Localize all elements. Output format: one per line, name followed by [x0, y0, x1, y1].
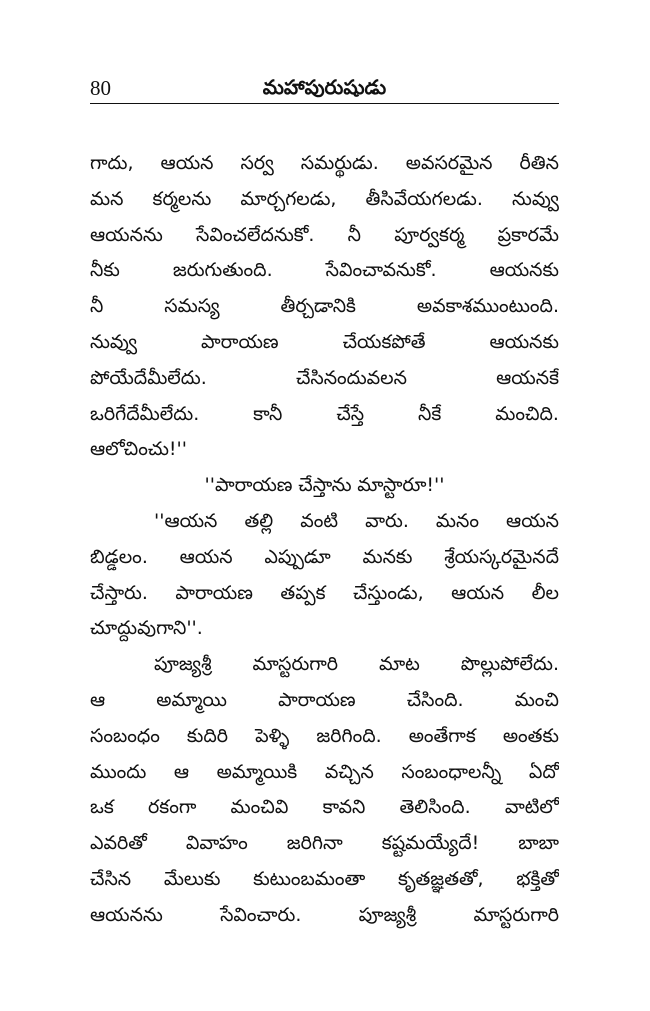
word: కష్టమయ్యేదే! — [381, 832, 480, 855]
word: మాస్టరుగారి — [473, 903, 559, 926]
word: నీ — [347, 223, 362, 246]
word: పోయేదేమీలేదు. — [90, 366, 207, 389]
word: సమస్య — [164, 295, 220, 318]
word: ఒరిగేదేమీలేదు. — [90, 402, 200, 425]
word: ఆయన — [160, 152, 214, 174]
word: పూర్వకర్మ — [394, 223, 465, 246]
word: భక్తితో — [516, 867, 559, 890]
word: చేస్తుండు, — [353, 581, 424, 604]
word: జరిగింది. — [316, 724, 382, 747]
word: ఏదో — [528, 760, 559, 783]
word: బిడ్డలం. — [90, 545, 148, 568]
word: మనకు — [362, 545, 413, 568]
word: మార్చగలడు, — [240, 187, 337, 210]
word: వారు. — [365, 509, 409, 532]
word: ఆయన — [179, 545, 233, 568]
text-line: ఆలోచించు!'' — [90, 438, 187, 461]
word: ఎప్పుడూ — [264, 545, 331, 568]
text-line — [90, 790, 559, 826]
text-line — [90, 325, 559, 361]
word: అంతకు — [502, 724, 559, 747]
word: వంటి — [300, 509, 339, 532]
text-line — [90, 361, 559, 397]
text-line — [90, 218, 559, 254]
word: కుటుంబమంతా — [253, 867, 366, 890]
word: పారాయణ — [175, 581, 253, 604]
word: సేవించారు. — [220, 903, 302, 926]
word: రకంగా — [148, 796, 197, 819]
word: చేసినందువలన — [295, 366, 407, 389]
word: ఒక — [90, 796, 114, 819]
text-line — [90, 146, 559, 182]
word: కర్మలను — [152, 187, 212, 210]
word: చేస్తాను — [298, 474, 352, 497]
word: ''పారాయణ — [204, 474, 293, 497]
text-line — [90, 862, 559, 898]
word: కావని — [322, 796, 366, 819]
word: ఆ — [90, 688, 106, 711]
word: అమ్మాయికి — [216, 760, 298, 783]
word: మాస్టారూ!'' — [357, 474, 445, 497]
word: పెళ్ళి — [255, 724, 290, 747]
text-line — [90, 289, 559, 325]
word: జరిగినా — [286, 832, 343, 855]
text-line — [90, 468, 559, 504]
word: సర్వ — [240, 152, 274, 174]
word: వాటిలో — [504, 796, 559, 819]
word: ముందు — [90, 760, 147, 783]
word: చేసింది. — [406, 688, 464, 711]
text-line — [90, 898, 559, 934]
word: తప్పక — [280, 581, 326, 604]
body-text — [90, 146, 559, 934]
word: శ్రేయస్కరమైనదే — [444, 545, 559, 568]
page-header — [90, 68, 559, 104]
word: ''ఆయన — [154, 509, 218, 532]
text-line: చూద్దువుగాని''. — [90, 617, 203, 640]
text-line — [90, 576, 559, 612]
word: జరుగుతుంది. — [172, 259, 273, 282]
text-line — [90, 755, 559, 791]
word: అంతేగాక — [408, 724, 476, 747]
word: మనం — [435, 509, 479, 532]
text-line — [90, 504, 559, 540]
word: చేస్తారు. — [90, 581, 148, 604]
word: పూజ్యశ్రీ — [154, 653, 212, 676]
text-line — [90, 397, 559, 433]
word: పారాయణ — [278, 688, 356, 711]
word: తల్లి — [244, 509, 274, 532]
word: ఆయనకు — [489, 259, 559, 282]
word: గాదు, — [90, 152, 134, 174]
word: ఆయనకే — [496, 366, 559, 389]
header-rule — [90, 103, 559, 104]
word: లీల — [531, 581, 559, 604]
word: అవకాశముంటుంది. — [416, 295, 559, 318]
word: కృతజ్ఞతతో, — [398, 867, 484, 890]
word: ఆయన — [451, 581, 505, 604]
word: ఆయనను — [90, 903, 163, 926]
word: తీసివేయగలడు. — [365, 187, 483, 210]
word: నీ — [90, 295, 104, 318]
word: మంచిది. — [495, 402, 559, 425]
word: సేవించలేదనుకో. — [196, 223, 315, 246]
word: ఆ — [173, 760, 190, 783]
word: రీతిన — [519, 152, 559, 174]
word: మంచివి — [230, 796, 289, 819]
page-number: 80 — [90, 76, 111, 100]
word: కుదిరి — [186, 724, 229, 747]
running-head-title: మహాపురుషుడు — [262, 75, 387, 99]
word: నీకే — [418, 402, 442, 425]
word: వచ్చిన — [324, 760, 374, 783]
word: మంచి — [514, 688, 559, 711]
word: మేలుకు — [163, 867, 221, 890]
word: పారాయణ — [201, 330, 279, 353]
word: సంబంధం — [90, 724, 160, 747]
word: చేస్తే — [336, 402, 365, 425]
word: సమర్థుడు. — [300, 152, 379, 174]
word: తీర్చడానికి — [280, 295, 356, 318]
word: పొల్లుపోలేదు. — [460, 653, 559, 676]
word: అమ్మాయి — [156, 688, 227, 711]
text-line — [90, 719, 559, 755]
word: చేయకపోతే — [342, 330, 426, 353]
word: నువ్వు — [511, 187, 559, 210]
word: నీకు — [90, 259, 120, 282]
word: మాస్టరుగారి — [252, 653, 339, 676]
word: తెలిసింది. — [399, 796, 471, 819]
word: ఆయనకు — [489, 330, 559, 353]
word: అవసరమైన — [405, 152, 493, 174]
text-line — [90, 683, 559, 719]
word: ఆయన — [506, 509, 559, 532]
word: వివాహం — [185, 832, 248, 855]
word: సంబంధాలన్నీ — [401, 760, 502, 783]
word: ఆయనను — [90, 223, 163, 246]
text-line — [90, 826, 559, 862]
word: మన — [90, 187, 124, 210]
word: కానీ — [253, 402, 283, 425]
word: ప్రకారమే — [497, 223, 559, 246]
word: పూజ్యశ్రీ — [358, 903, 417, 926]
word: బాబా — [518, 832, 559, 855]
word: చేసిన — [90, 867, 132, 890]
word: సేవించావనుకో. — [325, 259, 437, 282]
text-line — [90, 540, 559, 576]
word: నువ్వు — [90, 330, 138, 353]
text-line — [90, 647, 559, 683]
word: మాట — [378, 653, 420, 676]
text-line — [90, 182, 559, 218]
word: ఎవరితో — [90, 832, 147, 855]
text-line — [90, 253, 559, 289]
